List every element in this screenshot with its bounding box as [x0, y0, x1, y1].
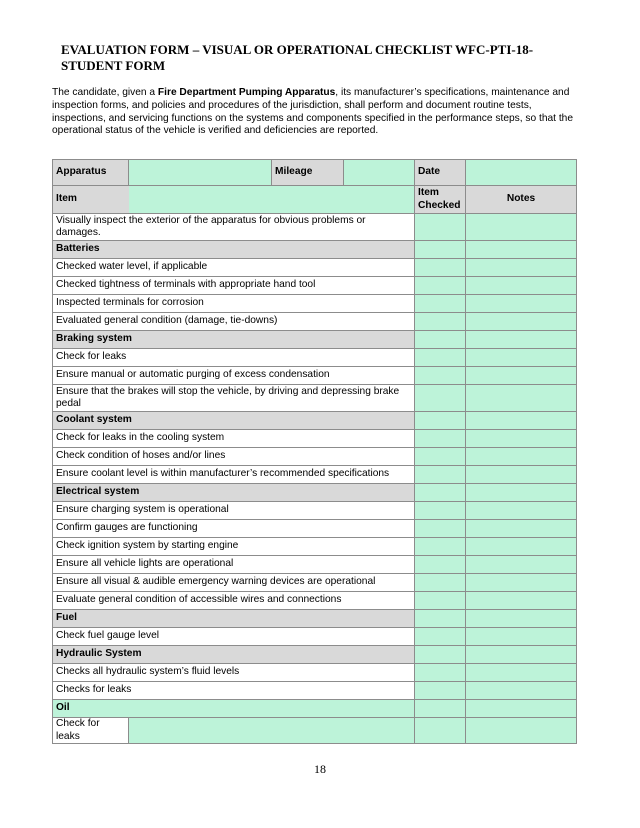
table-row: [53, 430, 577, 448]
item-checked-cell[interactable]: [415, 520, 466, 538]
item-checked-cell[interactable]: [415, 682, 466, 700]
item-text: Checks for leaks: [53, 682, 415, 700]
form-title: EVALUATION FORM – VISUAL OR OPERATIONAL CHECKLIST WFC-PTI-18- STUDENT FORM: [61, 42, 534, 73]
item-checked-cell[interactable]: [415, 367, 466, 385]
notes-label: Notes: [466, 186, 577, 214]
item-text: Checks all hydraulic system’s fluid levels: [53, 664, 415, 682]
item-checked-cell[interactable]: [415, 331, 466, 349]
section-row: [53, 610, 577, 628]
section-heading: Electrical system: [53, 484, 415, 502]
table-row: [53, 502, 577, 520]
notes-cell[interactable]: [466, 592, 577, 610]
item-text: Evaluated general condition (damage, tie-downs): [53, 313, 415, 331]
notes-cell[interactable]: [466, 628, 577, 646]
section-row: [53, 484, 577, 502]
item-checked-cell[interactable]: [415, 484, 466, 502]
notes-cell[interactable]: [466, 682, 577, 700]
item-text: Evaluate general condition of accessible wires and connections: [53, 592, 415, 610]
item-checked-cell[interactable]: [415, 718, 466, 744]
table-row: [53, 664, 577, 682]
notes-cell[interactable]: [466, 385, 577, 412]
notes-cell[interactable]: [466, 574, 577, 592]
notes-cell[interactable]: [466, 295, 577, 313]
item-text: Checked water level, if applicable: [53, 259, 415, 277]
section-heading: Oil: [53, 700, 415, 718]
section-row: [53, 646, 577, 664]
notes-cell[interactable]: [466, 610, 577, 628]
item-checked-cell[interactable]: [415, 466, 466, 484]
item-text: Ensure all visual & audible emergency warning devices are operational: [53, 574, 415, 592]
intro-text-end: , its manufacturer’s specifications, maintenance and inspection forms, and policies and procedures of the jurisdiction, shall perform and document routine tests, inspections, and servicing functions on the systems and components specified in the performance steps, so that the operational status of the vehicle is verified and deficiencies are reported.: [52, 87, 573, 137]
item-text: Check for leaks: [53, 718, 129, 744]
section-row: [53, 412, 577, 430]
notes-cell[interactable]: [466, 367, 577, 385]
section-row: [53, 331, 577, 349]
item-label: Item: [53, 186, 129, 214]
section-heading: Braking system: [53, 331, 415, 349]
item-text-field[interactable]: [129, 718, 415, 744]
header-row: [53, 160, 577, 186]
item-checked-cell[interactable]: [415, 574, 466, 592]
apparatus-field[interactable]: [129, 160, 272, 186]
intro-text-start: The candidate, given a: [52, 87, 158, 98]
section-row: [53, 700, 577, 718]
notes-cell[interactable]: [466, 484, 577, 502]
item-checked-cell[interactable]: [415, 412, 466, 430]
item-checked-cell[interactable]: [415, 241, 466, 259]
table-row: [53, 682, 577, 700]
column-header-row: [53, 186, 577, 214]
table-row: [53, 349, 577, 367]
notes-cell[interactable]: [466, 538, 577, 556]
item-checked-cell[interactable]: [415, 349, 466, 367]
item-checked-cell[interactable]: [415, 259, 466, 277]
item-text: Confirm gauges are functioning: [53, 520, 415, 538]
notes-cell[interactable]: [466, 331, 577, 349]
item-text: Check for leaks in the cooling system: [53, 430, 415, 448]
item-checked-cell[interactable]: [415, 610, 466, 628]
item-text: Check condition of hoses and/or lines: [53, 448, 415, 466]
table-row: [53, 592, 577, 610]
notes-cell[interactable]: [466, 646, 577, 664]
notes-cell[interactable]: [466, 241, 577, 259]
table-row: [53, 628, 577, 646]
item-checked-cell[interactable]: [415, 646, 466, 664]
table-row: [53, 295, 577, 313]
notes-cell[interactable]: [466, 466, 577, 484]
table-row: [53, 385, 577, 412]
mileage-label: Mileage: [272, 160, 344, 186]
item-checked-label: Item Checked: [415, 186, 466, 214]
section-heading: Hydraulic System: [53, 646, 415, 664]
item-checked-cell[interactable]: [415, 628, 466, 646]
item-checked-cell[interactable]: [415, 700, 466, 718]
table-row: [53, 574, 577, 592]
item-checked-cell[interactable]: [415, 385, 466, 412]
checklist-table: [52, 159, 577, 744]
intro-paragraph: [52, 87, 582, 138]
section-heading: Batteries: [53, 241, 415, 259]
item-checked-cell[interactable]: [415, 448, 466, 466]
table-row: [53, 259, 577, 277]
date-field[interactable]: [466, 160, 577, 186]
item-checked-cell[interactable]: [415, 538, 466, 556]
section-row: [53, 241, 577, 259]
table-row: [53, 277, 577, 295]
notes-cell[interactable]: [466, 700, 577, 718]
item-checked-cell[interactable]: [415, 214, 466, 241]
item-checked-cell[interactable]: [415, 592, 466, 610]
item-checked-cell[interactable]: [415, 295, 466, 313]
date-label: Date: [415, 160, 466, 186]
item-text: Check for leaks: [53, 349, 415, 367]
notes-cell[interactable]: [466, 214, 577, 241]
item-text: Ensure manual or automatic purging of excess condensation: [53, 367, 415, 385]
notes-cell[interactable]: [466, 313, 577, 331]
item-text: Checked tightness of terminals with appropriate hand tool: [53, 277, 415, 295]
item-text: Check fuel gauge level: [53, 628, 415, 646]
item-text: Ensure charging system is operational: [53, 502, 415, 520]
item-text: Ensure that the brakes will stop the vehicle, by driving and depressing brake pedal: [53, 385, 415, 412]
item-checked-cell[interactable]: [415, 430, 466, 448]
apparatus-label: Apparatus: [53, 160, 129, 186]
table-row: [53, 538, 577, 556]
table-row: [53, 520, 577, 538]
notes-cell[interactable]: [466, 349, 577, 367]
item-text: Check ignition system by starting engine: [53, 538, 415, 556]
table-row: [53, 718, 577, 744]
item-checked-cell[interactable]: [415, 502, 466, 520]
section-heading: Fuel: [53, 610, 415, 628]
table-row: [53, 214, 577, 241]
notes-cell[interactable]: [466, 520, 577, 538]
item-checked-cell[interactable]: [415, 556, 466, 574]
page-number: 18: [314, 762, 326, 776]
notes-cell[interactable]: [466, 556, 577, 574]
notes-cell[interactable]: [466, 430, 577, 448]
notes-cell[interactable]: [466, 412, 577, 430]
table-row: [53, 313, 577, 331]
item-checked-cell[interactable]: [415, 313, 466, 331]
table-row: [53, 367, 577, 385]
table-row: [53, 466, 577, 484]
item-text: Visually inspect the exterior of the apparatus for obvious problems or damages.: [53, 214, 415, 241]
section-heading: Coolant system: [53, 412, 415, 430]
item-text: Ensure coolant level is within manufacturer’s recommended specifications: [53, 466, 415, 484]
notes-cell[interactable]: [466, 277, 577, 295]
notes-cell[interactable]: [466, 259, 577, 277]
mileage-field[interactable]: [344, 160, 415, 186]
notes-cell[interactable]: [466, 664, 577, 682]
intro-bold-term: Fire Department Pumping Apparatus: [157, 87, 336, 98]
notes-cell[interactable]: [466, 718, 577, 744]
item-checked-cell[interactable]: [415, 277, 466, 295]
table-row: [53, 556, 577, 574]
item-header-field: [129, 186, 415, 214]
item-text: Ensure all vehicle lights are operational: [53, 556, 415, 574]
notes-cell[interactable]: [466, 448, 577, 466]
notes-cell[interactable]: [466, 502, 577, 520]
item-checked-cell[interactable]: [415, 664, 466, 682]
table-row: [53, 448, 577, 466]
item-text: Inspected terminals for corrosion: [53, 295, 415, 313]
